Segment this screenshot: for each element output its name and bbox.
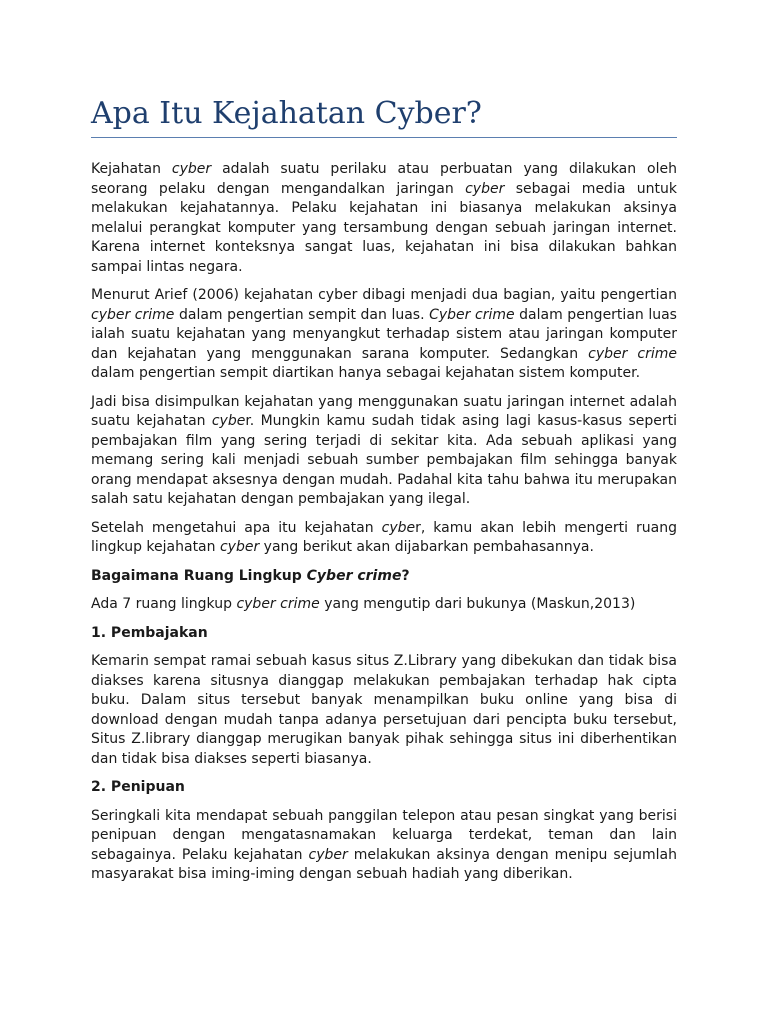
text-run: Kejahatan [91,161,172,177]
text-run: ? [401,567,410,584]
text-run: 1. Pembajakan [91,624,208,641]
text-run: yang berikut akan dijabarkan pembahasannya. [259,539,594,555]
italic-term: cybe [381,519,416,536]
paragraph-transition [91,519,677,558]
italic-term: cyber crime [91,306,175,323]
italic-term: cybe [211,413,246,429]
italic-term: cyber [465,180,505,197]
text-run: r, kamu akan lebih mengerti ruang lingkup kejahatan [91,519,678,555]
italic-term: cyber [171,161,212,177]
italic-term: Cyber crime [306,567,402,584]
italic-term: cyber [219,539,260,555]
title-underline [91,137,677,138]
heading-pembajakan [91,624,677,644]
paragraph-pembajakan [91,652,677,769]
text-run: melakukan aksinya dengan menipu sejumlah masyarakat bisa iming-iming dengan sebuah hadiah yang diberikan. [91,846,677,882]
text-run: Jadi bisa disimpulkan kejahatan yang menggunakan suatu jaringan internet adalah suatu kejahatan [91,393,677,429]
text-run: r. Mungkin kamu sudah tidak asing lagi kasus-kasus seperti pembajakan film yang sering terjadi di sekitar kita. Ada sebuah aplikasi yang memang sering kali menjadi sebuah sumber pembajakan film sehingga banyak orang mendapat aksesnya dengan mudah. Padahal kita tahu bahwa itu merupakan salah satu kejahatan dengan pembajakan yang ilegal. [91,413,677,507]
document-body [91,160,677,894]
text-run: Kemarin sempat ramai sebuah kasus situs Z.Library yang dibekukan dan tidak bisa diakses karena situsnya dianggap melakukan pembajakan terhadap hak cipta buku. Dalam situs tersebut banyak menampilkan buku online yang bisa di download dengan mudah tanpa adanya persetujuan dari pencipta buku tersebut, Situs Z.library dianggap merugikan banyak pihak sehingga situs ini diberhentikan dan tidak bisa diakses seperti biasanya. [91,653,677,767]
text-run: dalam pengertian luas ialah suatu kejahatan yang menyangkut terhadap sistem atau jaringan komputer dan kejahatan yang menggunakan sarana komputer. Sedangkan [91,306,677,362]
paragraph-intro [91,160,677,277]
paragraph-seven-scopes [91,595,677,615]
text-run: sebagai media untuk melakukan kejahatannya. Pelaku kejahatan ini biasanya melakukan aksinya melalui perangkat komputer yang tersambung dengan sebuah jaringan internet. Karena internet konteksnya sangat luas, kejahatan ini bisa dilakukan bahkan sampai lintas negara. [91,180,677,275]
heading-ruang-lingkup [91,567,677,587]
document-title: Apa Itu Kejahatan Cyber? [91,96,482,131]
text-run: adalah suatu perilaku atau perbuatan yang dilakukan oleh seorang pelaku dengan mengandalkan jaringan [91,161,677,197]
italic-term: cyber [308,846,348,863]
text-run: Ada 7 ruang lingkup [91,596,237,612]
italic-term: cyber crime [236,596,320,612]
text-run: 2. Penipuan [91,779,185,795]
paragraph-penipuan [91,807,677,885]
text-run: dalam pengertian sempit dan luas. [174,306,430,323]
italic-term: Cyber crime [429,306,515,323]
text-run: Setelah mengetahui apa itu kejahatan [91,519,382,536]
heading-penipuan [91,778,677,798]
text-run: Bagaimana Ruang Lingkup [91,567,307,584]
text-run: Menurut Arief (2006) kejahatan cyber dibagi menjadi dua bagian, yaitu pengertian [91,287,677,303]
text-run: yang mengutip dari bukunya (Maskun,2013) [319,596,636,612]
text-run: dalam pengertian sempit diartikan hanya sebagai kejahatan sistem komputer. [91,365,641,381]
italic-term: cyber crime [588,345,677,362]
paragraph-arief-definition [91,286,677,384]
text-run: Seringkali kita mendapat sebuah panggilan telepon atau pesan singkat yang berisi penipuan dengan mengatasnamakan keluarga terdekat, teman dan lain sebagainya. Pelaku kejahatan [91,807,677,863]
paragraph-conclusion [91,393,677,510]
